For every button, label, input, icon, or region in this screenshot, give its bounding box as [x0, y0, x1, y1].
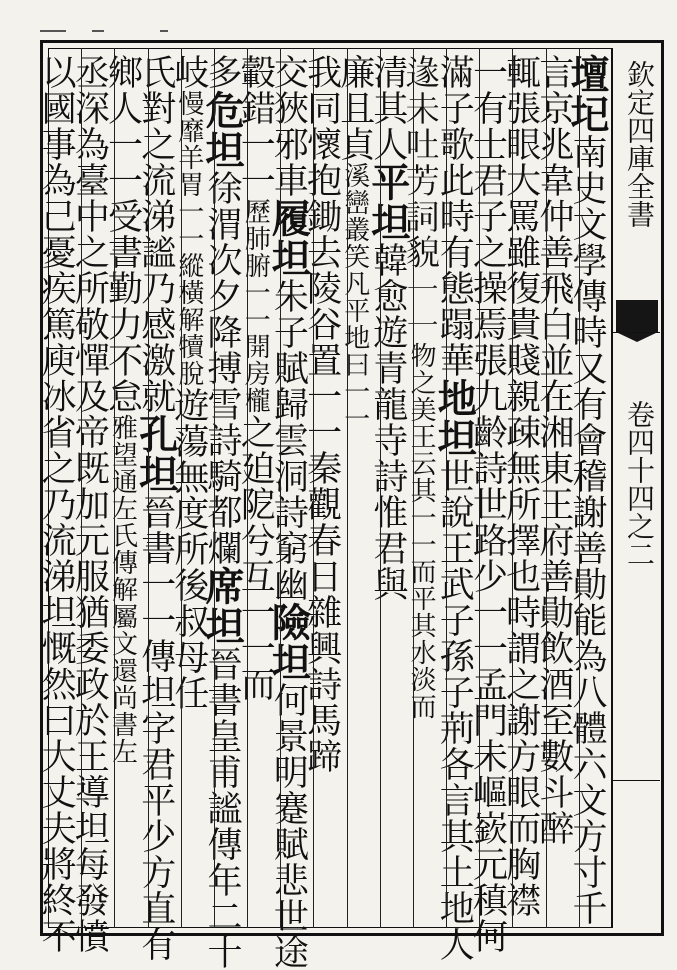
column-rule: [280, 48, 281, 928]
text-column: [334, 54, 378, 922]
text-column: [500, 54, 543, 922]
text-column: [265, 54, 312, 970]
text-segment: 朱子賦歸雲洞詩窮幽: [268, 278, 309, 602]
entry-headword: 險坦: [265, 602, 312, 682]
column-rule: [347, 48, 348, 928]
text-segment: 丞深為臺中之所敬憚及帝既加元服猶委政於王導坦每發憤: [69, 54, 110, 954]
entry-headword: 席坦: [199, 566, 246, 646]
text-column: [563, 54, 610, 926]
text-segment: 一有士君子之操焉張九齡詩世路少一一孟門未嶇嶔元稹何: [467, 54, 508, 954]
text-segment: 多: [202, 54, 243, 90]
text-column: [364, 54, 411, 922]
text-segment: 徐渭次夕降搏雪詩騎都爛: [202, 170, 243, 566]
text-column: [301, 54, 344, 922]
text-segment: 滿子歌此時有態蹋華: [434, 54, 475, 378]
column-rule: [148, 48, 149, 928]
text-segment: 廉且貞: [334, 54, 375, 162]
text-segment: 晉書一一傳坦字君平少方直有: [135, 494, 176, 962]
column-rule: [214, 48, 215, 928]
column-rule: [81, 48, 82, 928]
entry-headword: 履坦: [265, 198, 312, 278]
column-rule: [380, 48, 381, 928]
column-rule: [446, 48, 447, 928]
text-column: [431, 54, 478, 962]
text-segment: 慢靡羊胃一一縱橫解犢脫: [173, 90, 204, 387]
text-column: [36, 54, 79, 954]
text-segment: 之廹阸兮互一一而: [235, 414, 276, 702]
text-segment: 雅望通左氏傳解屬文還尚書左: [107, 414, 138, 765]
text-segment: 歷肺腑一一開房櫳: [240, 198, 271, 414]
text-segment: 南史文學傳時又有會稽謝善勛能為八體六文方寸千: [566, 134, 607, 926]
text-segment: 以國事為己憂疾篤庾冰省之乃流涕坦慨然曰大丈夫將終不: [36, 54, 77, 954]
text-segment: 輒張眼大罵雖復貴賤親疎無所擇也時謂之謝方眼而胸襟: [500, 54, 541, 918]
text-segment: 言京兆韋仲善飛白並在湘東王府善勛飲酒至數斗醉: [533, 54, 574, 846]
column-rule: [479, 48, 480, 928]
text-segment: 物之美王云其一一而平其水淡而: [406, 342, 437, 720]
text-segment: 交狹邪車: [268, 54, 309, 198]
text-segment: 𨔵未吐芳詞貌一一: [401, 54, 442, 342]
column-rule: [512, 48, 513, 928]
column-rule: [313, 48, 314, 928]
entry-headword: 危坦: [199, 90, 246, 170]
column-rule: [579, 48, 580, 928]
book-title: 欽定四庫全書: [623, 60, 656, 228]
text-column: [199, 54, 246, 970]
entry-headword: 地坦: [431, 378, 478, 458]
text-segment: 遊蕩無度所後叔母任: [168, 387, 209, 711]
entry-headword: 壇: [563, 54, 610, 94]
text-column: [533, 54, 577, 922]
text-column: [69, 54, 112, 954]
text-column: [235, 54, 278, 922]
text-segment: 晉書皇甫謐傳年二十: [202, 646, 243, 970]
text-segment: 韓愈遊青龍寺詩惟君與: [367, 242, 408, 602]
column-rule: [181, 48, 182, 928]
text-segment: 溪巒叢笑凡平地曰一一: [339, 162, 370, 432]
volume-label: 卷四十四之二: [623, 400, 656, 568]
entry-headword: 孔坦: [132, 414, 179, 494]
text-column: [168, 54, 212, 922]
entry-headword: 平坦: [364, 162, 411, 242]
entry-headword: 𡉏: [563, 94, 610, 134]
column-rule: [247, 48, 248, 928]
text-segment: 清其人: [367, 54, 408, 162]
text-segment: 轂錯一一: [235, 54, 276, 198]
text-segment: 氏對之流涕謐乃感激就: [135, 54, 176, 414]
column-rule: [114, 48, 115, 928]
scan-speck: [92, 30, 104, 32]
fishtail-mark: [616, 300, 658, 332]
text-segment: 鄉人一一受書勤力不怠: [102, 54, 143, 414]
column-rule: [413, 48, 414, 928]
scan-speck: [160, 30, 168, 32]
text-column: [102, 54, 145, 922]
text-column: [401, 54, 444, 922]
text-segment: 何景明蹇賦悲世途: [268, 682, 309, 970]
margin-divider: [612, 332, 660, 333]
text-segment: 世說王武子孫子荊各言其土地人: [434, 458, 475, 962]
text-segment: 岐: [168, 54, 209, 90]
margin-divider: [612, 780, 660, 781]
text-segment: 我同懷抱鋤去陵谷置一一秦觀春日雜興詩馬蹄: [301, 54, 342, 774]
text-column: [132, 54, 179, 962]
column-rule: [546, 48, 547, 928]
text-column: [467, 54, 510, 954]
scan-speck: [40, 30, 66, 32]
